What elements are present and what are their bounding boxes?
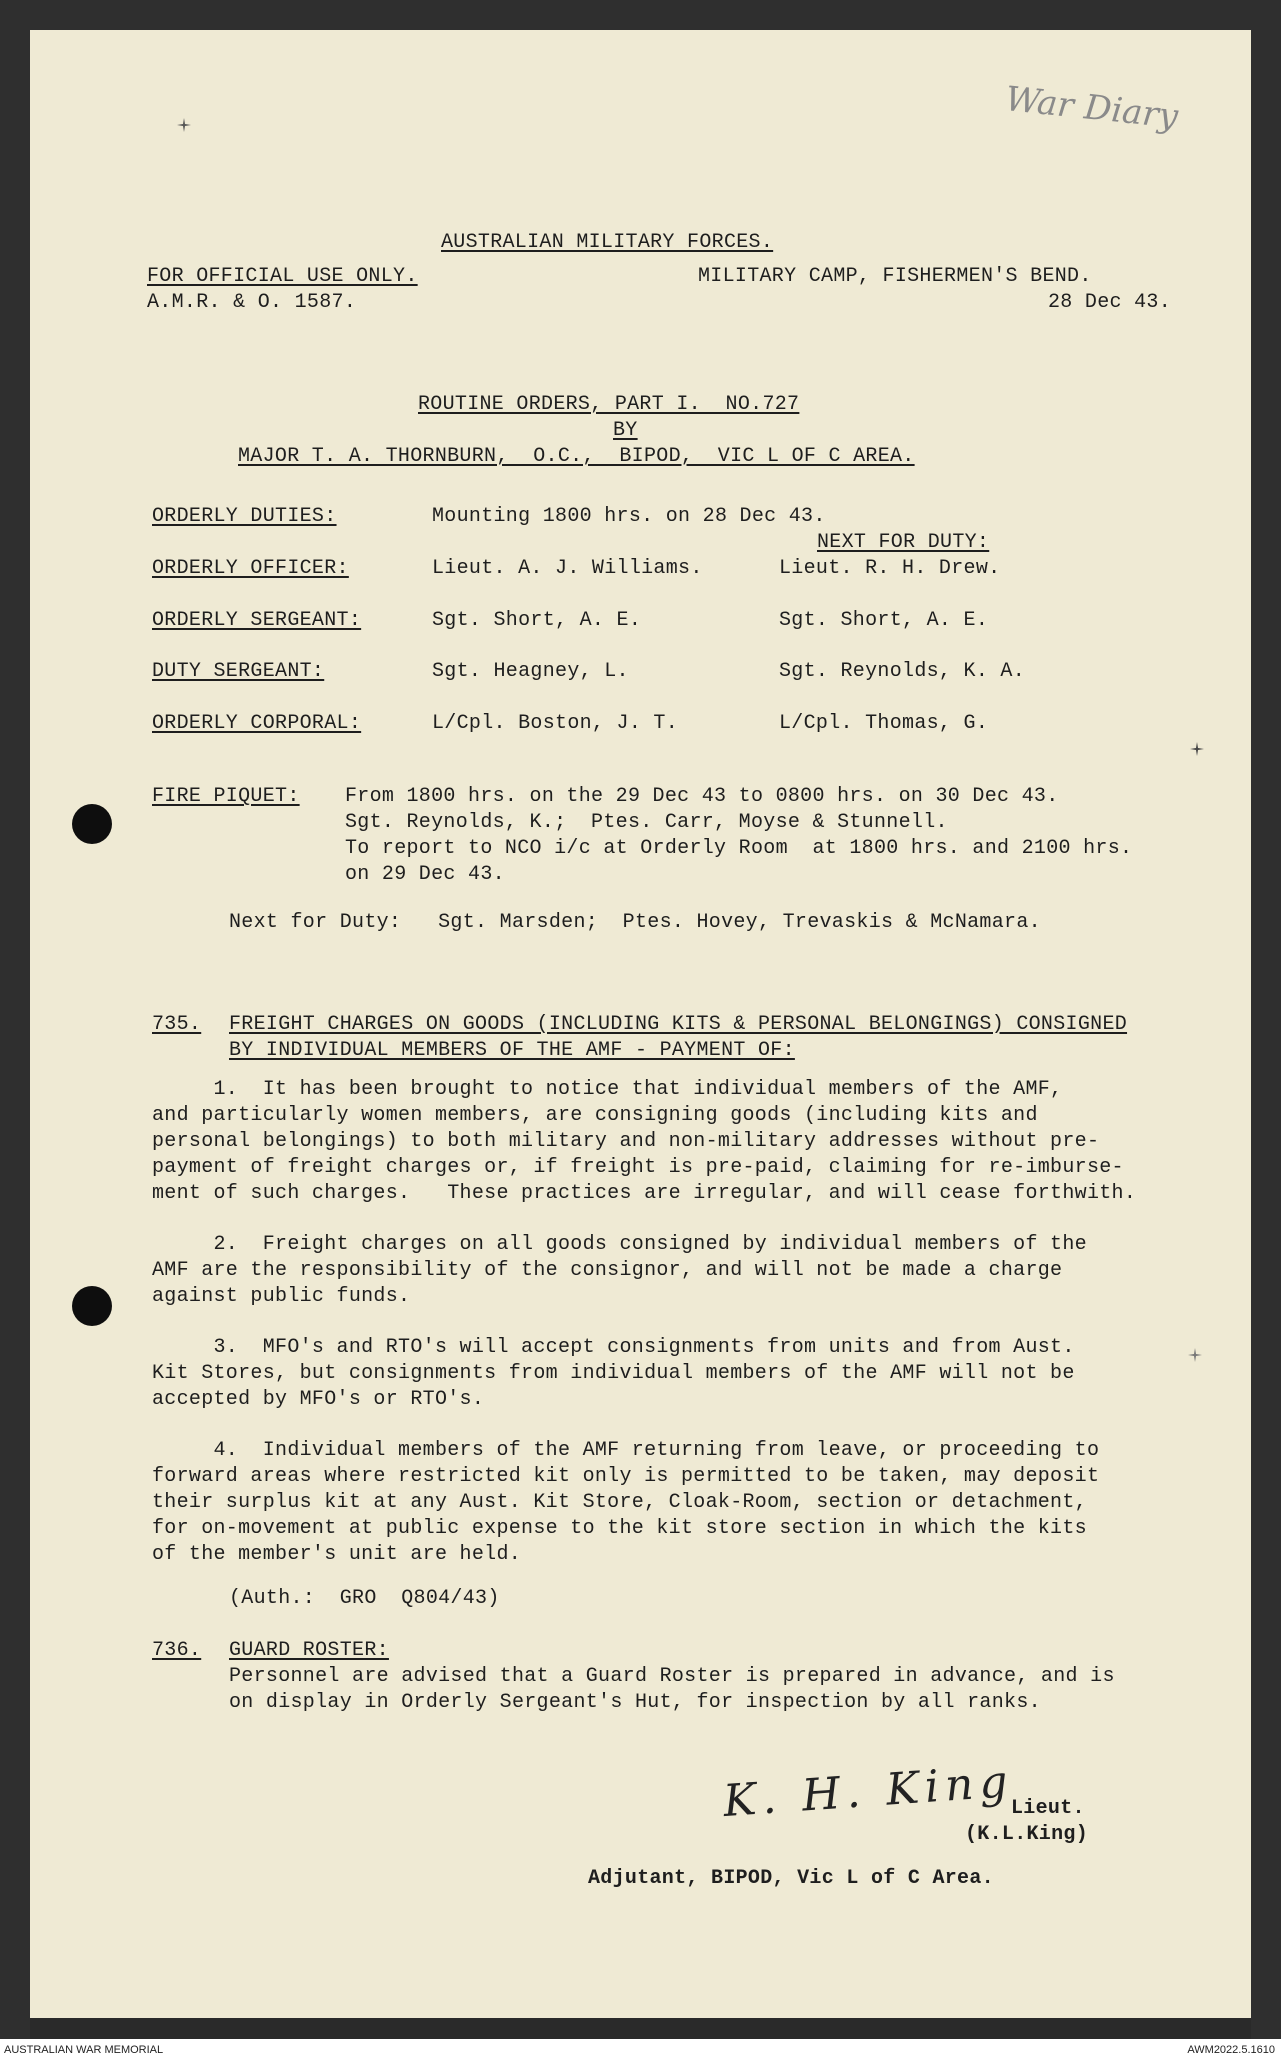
footer-accession: AWM2022.5.1610 (1187, 2044, 1275, 2056)
section-735-number: 735. (152, 1013, 202, 1036)
orders-by: BY (613, 419, 638, 442)
amr-reference: A.M.R. & O. 1587. (147, 291, 357, 314)
document-date: 28 Dec 43. (1048, 291, 1172, 314)
paragraph-1: 1. It has been brought to notice that individual members of the AMF, and particularly women members, are consigning goods (including kits and personal belongings) to both military and non-military addresses without pre- payment of freight charges or, if freight is pre-paid, claiming for re-imburse- ment of such charges. These practices are irregular, and will cease forthwith. (152, 1078, 1137, 1205)
orders-title: ROUTINE ORDERS, PART I. NO.727 (418, 393, 800, 416)
pin-mark-icon (177, 118, 191, 132)
scan-border-right (1251, 0, 1281, 2061)
section-736-heading: GUARD ROSTER: (229, 1639, 389, 1662)
duty-row-next: L/Cpl. Thomas, G. (779, 712, 989, 735)
paragraph-4: 4. Individual members of the AMF returning from leave, or proceeding to forward areas where restricted kit only is permitted to be taken, may deposit their surplus kit at any Aust. Kit Store, Cloak-Room, section or detachment, for on-movement at public expense to the kit store section in which the kits of the member's unit are held. (152, 1439, 1100, 1566)
signatory-name: (K.L.King) (965, 1823, 1089, 1846)
camp-location: MILITARY CAMP, FISHERMEN'S BEND. (698, 265, 1092, 288)
official-use-label: FOR OFFICIAL USE ONLY. (147, 265, 418, 288)
orders-authority: MAJOR T. A. THORNBURN, O.C., BIPOD, VIC L OF C AREA. (238, 445, 915, 468)
duty-row-current: Lieut. A. J. Williams. (432, 557, 703, 580)
scan-border-left (0, 0, 30, 2061)
orderly-duties-label: ORDERLY DUTIES: (152, 505, 337, 528)
authority-reference: (Auth.: GRO Q804/43) (229, 1587, 500, 1610)
signature: K. H. King (721, 1755, 1016, 1828)
pin-mark-icon (1188, 1348, 1202, 1362)
next-for-duty-label: NEXT FOR DUTY: (817, 531, 990, 554)
punch-hole (72, 804, 112, 844)
punch-hole (72, 1286, 112, 1326)
section-735-heading: FREIGHT CHARGES ON GOODS (INCLUDING KITS & PERSONAL BELONGINGS) CONSIGNED (229, 1013, 1128, 1036)
handwritten-note: War Diary (1003, 79, 1180, 137)
fire-piquet-line: Sgt. Reynolds, K.; Ptes. Carr, Moyse & Stunnell. (345, 811, 948, 834)
force-heading: AUSTRALIAN MILITARY FORCES. (441, 231, 774, 254)
fire-piquet-line: To report to NCO i/c at Orderly Room at 1800 hrs. and 2100 hrs. (345, 837, 1133, 860)
duty-row-current: Sgt. Heagney, L. (432, 660, 629, 683)
duty-row-next: Sgt. Reynolds, K. A. (779, 660, 1026, 683)
orderly-duties-value: Mounting 1800 hrs. on 28 Dec 43. (432, 505, 826, 528)
duty-row-label: ORDERLY OFFICER: (152, 557, 349, 580)
signatory-appointment: Adjutant, BIPOD, Vic L of C Area. (588, 1867, 994, 1890)
duty-row-next: Lieut. R. H. Drew. (779, 557, 1001, 580)
fire-piquet-line: From 1800 hrs. on the 29 Dec 43 to 0800 hrs. on 30 Dec 43. (345, 785, 1059, 808)
duty-row-next: Sgt. Short, A. E. (779, 609, 989, 632)
fire-piquet-label: FIRE PIQUET: (152, 785, 300, 808)
duty-row-current: Sgt. Short, A. E. (432, 609, 642, 632)
document-page (30, 30, 1251, 2018)
section-736-number: 736. (152, 1639, 202, 1662)
fire-piquet-line: on 29 Dec 43. (345, 863, 505, 886)
paragraph-3: 3. MFO's and RTO's will accept consignments from units and from Aust. Kit Stores, but consignments from individual members of the AMF will not be accepted by MFO's or RTO's. (152, 1336, 1075, 1411)
duty-row-label: DUTY SERGEANT: (152, 660, 325, 683)
pin-mark-icon (1190, 742, 1204, 756)
duty-row-current: L/Cpl. Boston, J. T. (432, 712, 679, 735)
section-735-heading: BY INDIVIDUAL MEMBERS OF THE AMF - PAYMENT OF: (229, 1039, 795, 1062)
fire-piquet-next: Next for Duty: Sgt. Marsden; Ptes. Hovey, Trevaskis & McNamara. (229, 911, 1041, 934)
signatory-rank: Lieut. (1011, 1797, 1085, 1820)
footer-institution: AUSTRALIAN WAR MEMORIAL (4, 2044, 164, 2056)
duty-row-label: ORDERLY SERGEANT: (152, 609, 362, 632)
archive-footer (0, 2039, 1281, 2061)
section-736-body: Personnel are advised that a Guard Roster is prepared in advance, and is on display in Orderly Sergeant's Hut, for inspection by all ranks. (229, 1665, 1115, 1714)
duty-row-label: ORDERLY CORPORAL: (152, 712, 362, 735)
paragraph-2: 2. Freight charges on all goods consigned by individual members of the AMF are the responsibility of the consignor, and will not be made a charge against public funds. (152, 1233, 1087, 1308)
scan-border-top (0, 0, 1281, 30)
